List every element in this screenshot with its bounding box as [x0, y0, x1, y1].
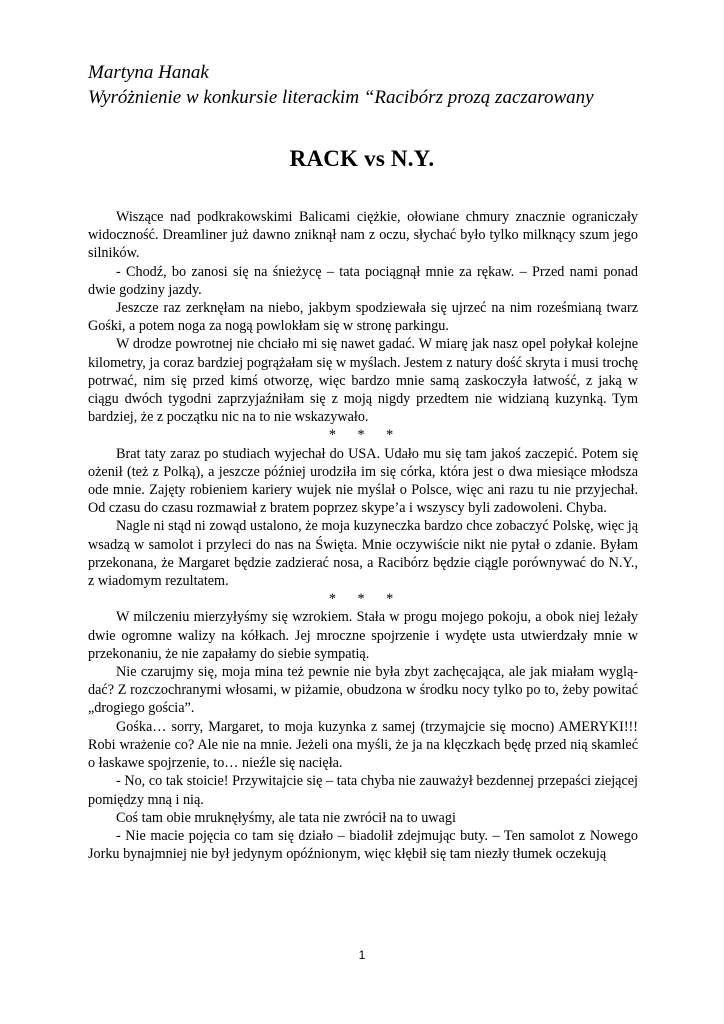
paragraph: Brat taty zaraz po studiach wyjechał do USA. Udało mu się tam jakoś zaczepić. Potem się ożenił (też z Polką), a jeszcze później urodziła im się córka, która jest o dwa miesiące młodsza ode mnie. Zajęty robieniem kariery wujek nie myślał o Polsce, więc ani razu tu nie przyjechał. Od czasu do czasu rozmawiał z bratem poprzez skype’a i wszyscy byli zadowoleni. Chyba. [88, 445, 638, 517]
section-separator: * * * [328, 591, 398, 608]
paragraph: - No, co tak stoicie! Przywitajcie się – tata chyba nie zauważył bezdennej przepaści ziejącej pomiędzy mną i nią. [88, 773, 638, 808]
paragraph: - Chodź, bo zanosi się na śnieżycę – tata pociągnął mnie za rękaw. – Przed nami ponad dwie godziny jazdy. [88, 263, 638, 298]
paragraph: Nie czarujmy się, moja mina też pewnie nie była zbyt zachęcająca, ale jak miałam wyglądać? Z rozczochranymi włosami, w piżamie, obudzona w środku nocy tylko po to, żeby powitać „drogiego gościa”. [88, 664, 638, 717]
paragraph: Jeszcze raz zerknęłam na niebo, jakbym spodziewała się ujrzeć na nim roześmianą twarz Gośki, a potem noga za nogą powlokłam się w stronę parkingu. [88, 300, 638, 335]
paragraph: Wiszące nad podkrakowskimi Balicami ciężkie, ołowiane chmury znacznie ograniczały widoczność. Dreamliner już dawno zniknął nam z oczu, słychać było tylko milknący szum jego silników. [88, 209, 638, 262]
author-name: Martyna Hanak [88, 62, 209, 83]
paragraph: Gośka… sorry, Margaret, to moja kuzynka z samej (trzymajcie się mocno) AMERYKI!!! Robi wrażenie co? Ale nie na mnie. Jeżeli ona myśli, że ja na klęczkach będę przed nią skamleć o łaskawe spojrzenie, to… nieźle się nacięła. [88, 718, 638, 772]
paragraph: Nagle ni stąd ni zowąd ustalono, że moja kuzyneczka bardzo chce zobaczyć Polskę, więc ją wsadzą w samolot i przyleci do nas na Święta. Mnie oczywiście nikt nie pytał o zdanie. Byłam przekonana, że Margaret będzie zadzierać nosa, a Racibórz będzie ciągle porównywać do N.Y., z wiadomym rezultatem. [88, 518, 638, 590]
paragraph: Coś tam obie mruknęłyśmy, ale tata nie zwrócił na to uwagi [116, 809, 456, 826]
story-title: RACK vs N.Y. [289, 146, 435, 171]
section-separator: * * * [328, 427, 398, 444]
paragraph: W drodze powrotnej nie chciało mi się nawet gadać. W miarę jak nasz opel połykał kolejne kilometry, ja coraz bardziej pogrążałam się w myślach. Jestem z natury dość skryta i musi trochę potrwać, nim się przed kimś otworzę, więc bardzo mnie samą zaskoczyła łatwość, z jaką w ciągu dwóch tygodni zaprzyjaźniłam się z moją nigdy przedtem nie widzianą kuzynką. Tym bardziej, że z początku nic na to nie wskazywało. [88, 336, 638, 426]
paragraph: W milczeniu mierzyłyśmy się wzrokiem. Stała w progu mojego pokoju, a obok niej leżały dwie ogromne walizy na kółkach. Jej mroczne spojrzenie i wydęte usta utwierdzały mnie w przekonaniu, że nie zapałamy do siebie sympatią. [88, 609, 638, 662]
paragraph: - Nie macie pojęcia co tam się działo – biadolił zdejmując buty. – Ten samolot z Nowego Jorku bynajmniej nie był jedynym opóźnionym, więc kłębił się tam niezły tłumek oczekują [88, 827, 638, 863]
award-line: Wyróżnienie w konkursie literackim “Racibórz prozą zaczarowany [88, 87, 594, 108]
story-body [88, 208, 638, 863]
header [88, 60, 648, 110]
page-number: 1 [358, 948, 366, 962]
